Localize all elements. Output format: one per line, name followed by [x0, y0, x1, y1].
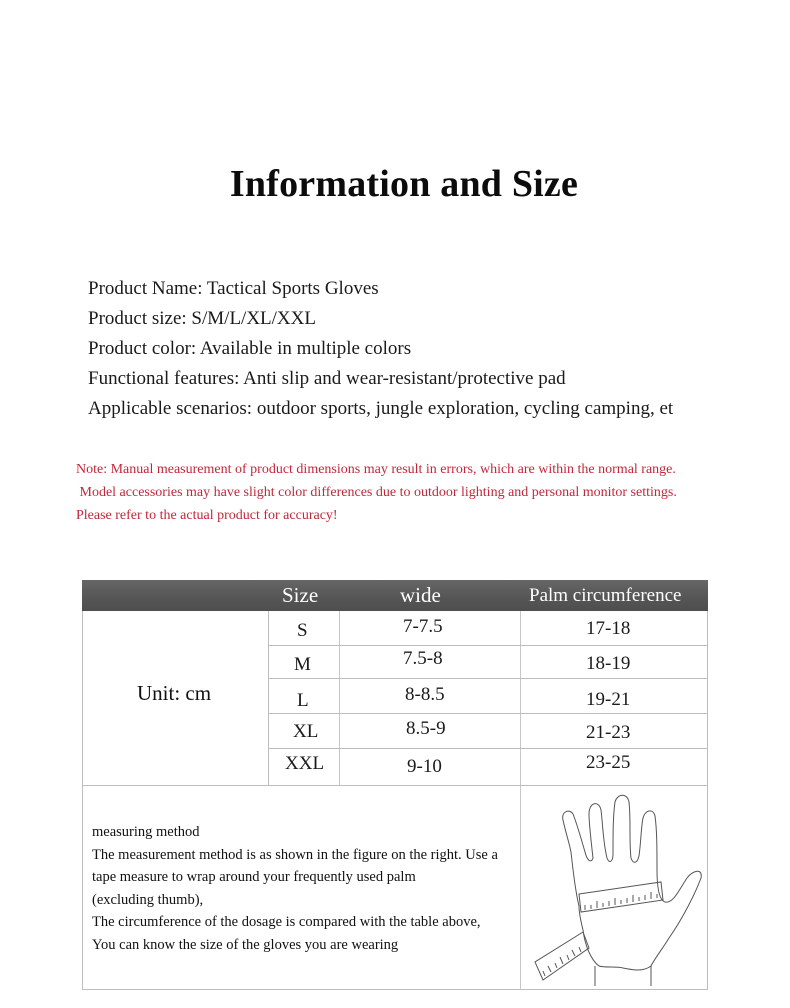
- table-row-palm: 17-18: [586, 618, 631, 639]
- table-body: [82, 611, 708, 786]
- row-divider: [269, 748, 708, 749]
- product-name: Product Name: Tactical Sports Gloves: [88, 278, 379, 299]
- column-divider: [520, 611, 521, 785]
- table-row-wide: 7-7.5: [403, 616, 443, 637]
- column-divider: [339, 611, 340, 785]
- measurement-note: [76, 458, 677, 527]
- measuring-method-section: [82, 786, 708, 990]
- row-divider: [269, 678, 708, 679]
- product-size: Product size: S/M/L/XL/XXL: [88, 308, 316, 329]
- table-row-palm: 21-23: [586, 722, 631, 743]
- functional-features: Functional features: Anti slip and wear-resistant/protective pad: [88, 368, 566, 389]
- measuring-method-line: You can know the size of the gloves you are wearing: [92, 936, 399, 953]
- column-divider: [520, 786, 521, 989]
- note-line: Model accessories may have slight color differences due to outdoor lighting and personal monitor settings.: [76, 485, 677, 500]
- header-size: Size: [282, 583, 319, 607]
- table-row-wide: 9-10: [407, 756, 442, 777]
- table-row-palm: 19-21: [586, 689, 631, 710]
- table-row-wide: 8.5-9: [406, 718, 446, 739]
- table-row-palm: 18-19: [586, 653, 631, 674]
- row-divider: [269, 713, 708, 714]
- header-palm-circumference: Palm circumference: [529, 585, 682, 606]
- applicable-scenarios: Applicable scenarios: outdoor sports, jungle exploration, cycling camping, et: [88, 398, 674, 419]
- header-wide: wide: [400, 583, 441, 607]
- table-row-size: XL: [293, 721, 319, 742]
- table-row-size: XXL: [285, 753, 325, 774]
- hand-with-tape-measure-icon: [523, 790, 709, 986]
- measuring-method-line: The measurement method is as shown in the figure on the right. Use a: [92, 846, 498, 863]
- table-row-size: L: [297, 690, 309, 711]
- page-title: Information and Size: [229, 163, 579, 205]
- table-row-palm: 23-25: [586, 752, 631, 773]
- table-header: [82, 580, 708, 611]
- size-table: [82, 580, 708, 990]
- product-color: Product color: Available in multiple colors: [88, 338, 412, 359]
- measuring-method-line: tape measure to wrap around your frequently used palm: [92, 869, 416, 885]
- measuring-method-line: (excluding thumb),: [92, 891, 204, 908]
- unit-label: Unit: cm: [137, 681, 212, 705]
- note-line: Note: Manual measurement of product dimensions may result in errors, which are within the normal range.: [76, 462, 676, 477]
- measuring-method-line: The circumference of the dosage is compared with the table above,: [92, 914, 481, 930]
- table-row-wide: 7.5-8: [403, 648, 443, 669]
- note-line: Please refer to the actual product for accuracy!: [76, 508, 338, 523]
- table-row-size: M: [294, 654, 311, 675]
- measuring-method-title: measuring method: [92, 824, 200, 840]
- table-row-wide: 8-8.5: [405, 684, 445, 705]
- measuring-method-text: [92, 821, 498, 956]
- product-info: [88, 274, 673, 424]
- column-divider: [268, 611, 269, 785]
- table-row-size: S: [297, 620, 308, 641]
- row-divider: [269, 645, 708, 646]
